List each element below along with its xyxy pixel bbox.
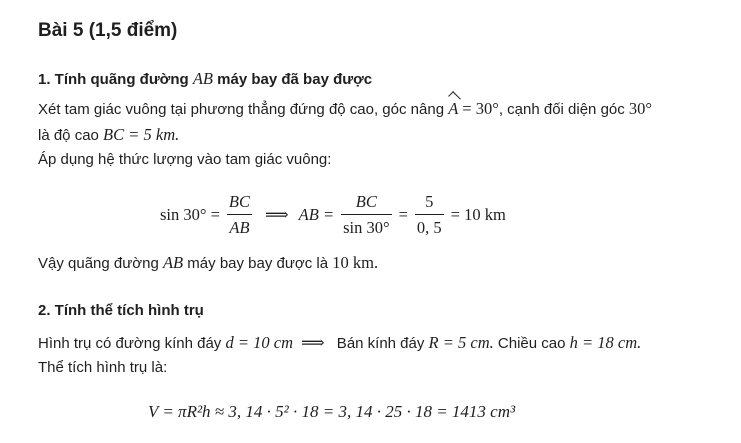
text-segment: , cạnh đối diện góc: [498, 101, 629, 118]
fraction-numerator: BC: [228, 192, 251, 211]
result-value: = 10 km: [450, 205, 506, 224]
distance-value: 10 km.: [332, 253, 379, 272]
ab-expression: AB =: [298, 205, 335, 224]
part1-heading-var: AB: [192, 69, 214, 88]
angle-A: A: [448, 99, 459, 118]
implies-symbol: ⟹: [265, 205, 289, 224]
equals-symbol: =: [398, 205, 408, 224]
part1-line3: [38, 151, 331, 168]
equation-block: [160, 192, 506, 238]
text-segment: máy bay bay được là: [183, 255, 333, 272]
problem-title: [38, 20, 177, 42]
part2-heading: [38, 302, 204, 319]
fraction-denominator: AB: [227, 214, 251, 238]
text-segment: Xét tam giác vuông tại phương thẳng đứng độ cao, góc nâng: [38, 101, 449, 118]
part1-heading-text: 1. Tính quãng đường: [38, 71, 193, 88]
part1-line2: [38, 125, 179, 145]
fraction-5-05: [415, 192, 444, 238]
title-text: Bài 5 (1,5 điểm): [38, 20, 178, 41]
implies-symbol: ⟹: [300, 333, 325, 352]
part1-heading: [38, 69, 372, 89]
height-value: h = 18 cm.: [569, 333, 642, 352]
volume-formula: [148, 402, 515, 422]
fraction-numerator: BC: [355, 192, 377, 211]
formula-text: V = πR²h ≈ 3, 14 · 5² · 18 = 3, 14 · 25 · 18 = 1413 cm³: [148, 402, 516, 421]
part2-line2: [38, 359, 167, 376]
fraction-bc-sin: [341, 192, 391, 238]
radius-value: R = 5 cm.: [428, 333, 494, 352]
sin-expression: sin 30° =: [160, 205, 220, 224]
fraction-numerator: 5: [425, 192, 434, 211]
angle-30: 30°: [628, 99, 653, 118]
fraction-denominator: sin 30°: [341, 214, 391, 238]
fraction-bc-ab: [227, 192, 252, 238]
text-segment: là độ cao: [38, 127, 104, 144]
fraction-denominator: 0, 5: [415, 214, 444, 238]
text-segment: Chiều cao: [493, 335, 570, 352]
part2-line1: [38, 333, 641, 353]
text-segment: Bán kính đáy: [332, 335, 429, 352]
text-segment: Hình trụ có đường kính đáy: [38, 335, 226, 352]
part1-heading-tail: máy bay đã bay được: [213, 71, 373, 88]
angle-value: = 30°: [462, 99, 499, 118]
part1-conclusion: [38, 253, 378, 273]
part1-line1: [38, 99, 652, 119]
text-segment: Áp dụng hệ thức lượng vào tam giác vuông:: [38, 151, 332, 168]
ab-var: AB: [162, 253, 184, 272]
text-segment: Thể tích hình trụ là:: [38, 359, 168, 376]
part2-heading-text: 2. Tính thể tích hình trụ: [38, 302, 204, 319]
diameter-value: d = 10 cm: [225, 333, 293, 352]
text-segment: Vậy quãng đường: [38, 255, 163, 272]
bc-value: BC = 5 km.: [103, 125, 180, 144]
